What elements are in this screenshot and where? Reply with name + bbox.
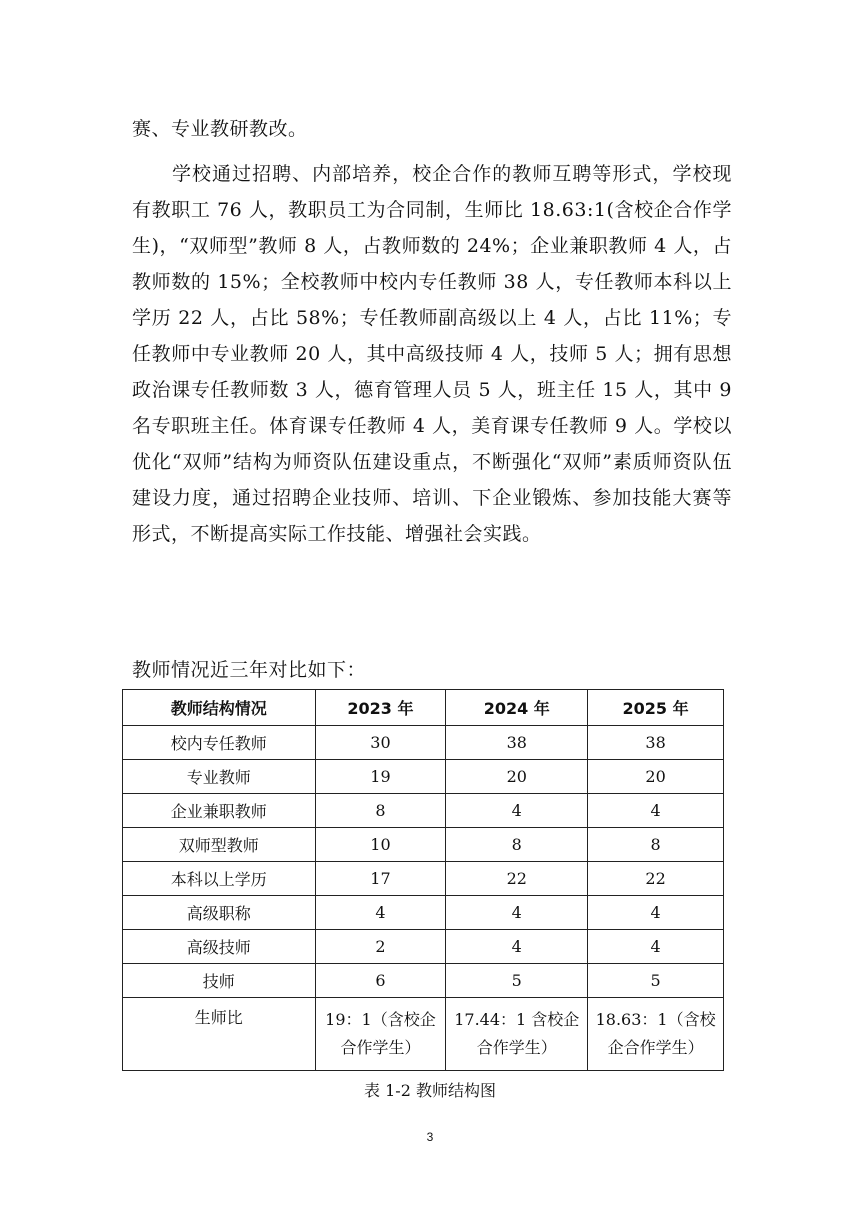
table-row xyxy=(123,998,724,1071)
row-label: 高级技师 xyxy=(123,930,316,964)
cell-2024: 17.44：1 含校企合作学生） xyxy=(446,998,588,1071)
cell-2025: 4 xyxy=(588,930,724,964)
cell-2024: 4 xyxy=(446,896,588,930)
table-row xyxy=(123,930,724,964)
table-header-2023: 2023 年 xyxy=(315,690,446,726)
cell-2024: 4 xyxy=(446,794,588,828)
table-row xyxy=(123,794,724,828)
cell-2023: 17 xyxy=(315,862,446,896)
paragraph-table-intro: 教师情况近三年对比如下： xyxy=(132,659,367,681)
table-row xyxy=(123,896,724,930)
teacher-structure-table xyxy=(122,689,724,1071)
table-row xyxy=(123,964,724,998)
cell-2025: 4 xyxy=(588,896,724,930)
table-header-row xyxy=(123,690,724,726)
paragraph-staff-overview: 学校通过招聘、内部培养，校企合作的教师互聘等形式，学校现有教职工 76 人，教职员工为合同制，生师比 18.63:1(含校企合作学生)，“双师型”教师 8 人，占教师数的 24%；企业兼职教师 4 人，占教师数的 15%；全校教师中校内专任教师 38 人，专任教师本科以上学历 22 人，占比 58%；专任教师副高级以上 4 人，占比 11%；专任教师中专业教师 20 人，其中高级技师 4 人，技师 5 人；拥有思想政治课专任教师数 3 人，德育管理人员 5 人，班主任 15 人，其中 9 名专职班主任。体育课专任教师 4 人，美育课专任教师 9 人。学校以优化“双师”结构为师资队伍建设重点，不断强化“双师”素质师资队伍建设力度，通过招聘企业技师、培训、下企业锻炼、参加技能大赛等形式，不断提高实际工作技能、增强社会实践。 xyxy=(132,163,732,545)
cell-2024: 20 xyxy=(446,760,588,794)
cell-2025: 5 xyxy=(588,964,724,998)
row-label: 双师型教师 xyxy=(123,828,316,862)
cell-2025: 4 xyxy=(588,794,724,828)
row-label: 生师比 xyxy=(123,998,316,1071)
table-row xyxy=(123,862,724,896)
table-caption: 表 1-2 教师结构图 xyxy=(364,1081,496,1100)
cell-2024: 8 xyxy=(446,828,588,862)
cell-2024: 22 xyxy=(446,862,588,896)
table-header-2025: 2025 年 xyxy=(588,690,724,726)
row-label: 高级职称 xyxy=(123,896,316,930)
row-label: 专业教师 xyxy=(123,760,316,794)
page-number: 3 xyxy=(426,1130,434,1144)
table-header-2024: 2024 年 xyxy=(446,690,588,726)
cell-2023: 30 xyxy=(315,726,446,760)
cell-2023: 4 xyxy=(315,896,446,930)
table-row xyxy=(123,760,724,794)
table-row xyxy=(123,726,724,760)
cell-2025: 20 xyxy=(588,760,724,794)
cell-2023: 19：1（含校企合作学生） xyxy=(315,998,446,1071)
cell-2024: 5 xyxy=(446,964,588,998)
table-row xyxy=(123,828,724,862)
cell-2025: 22 xyxy=(588,862,724,896)
cell-2023: 2 xyxy=(315,930,446,964)
row-label: 企业兼职教师 xyxy=(123,794,316,828)
cell-2024: 4 xyxy=(446,930,588,964)
table-header-category: 教师结构情况 xyxy=(123,690,316,726)
row-label: 技师 xyxy=(123,964,316,998)
row-label: 本科以上学历 xyxy=(123,862,316,896)
cell-2023: 19 xyxy=(315,760,446,794)
cell-2024: 38 xyxy=(446,726,588,760)
cell-2025: 8 xyxy=(588,828,724,862)
row-label: 校内专任教师 xyxy=(123,726,316,760)
cell-2025: 38 xyxy=(588,726,724,760)
cell-2023: 10 xyxy=(315,828,446,862)
cell-2025: 18.63：1（含校企合作学生） xyxy=(588,998,724,1071)
cell-2023: 8 xyxy=(315,794,446,828)
cell-2023: 6 xyxy=(315,964,446,998)
paragraph-continuation: 赛、专业教研教改。 xyxy=(132,118,308,140)
